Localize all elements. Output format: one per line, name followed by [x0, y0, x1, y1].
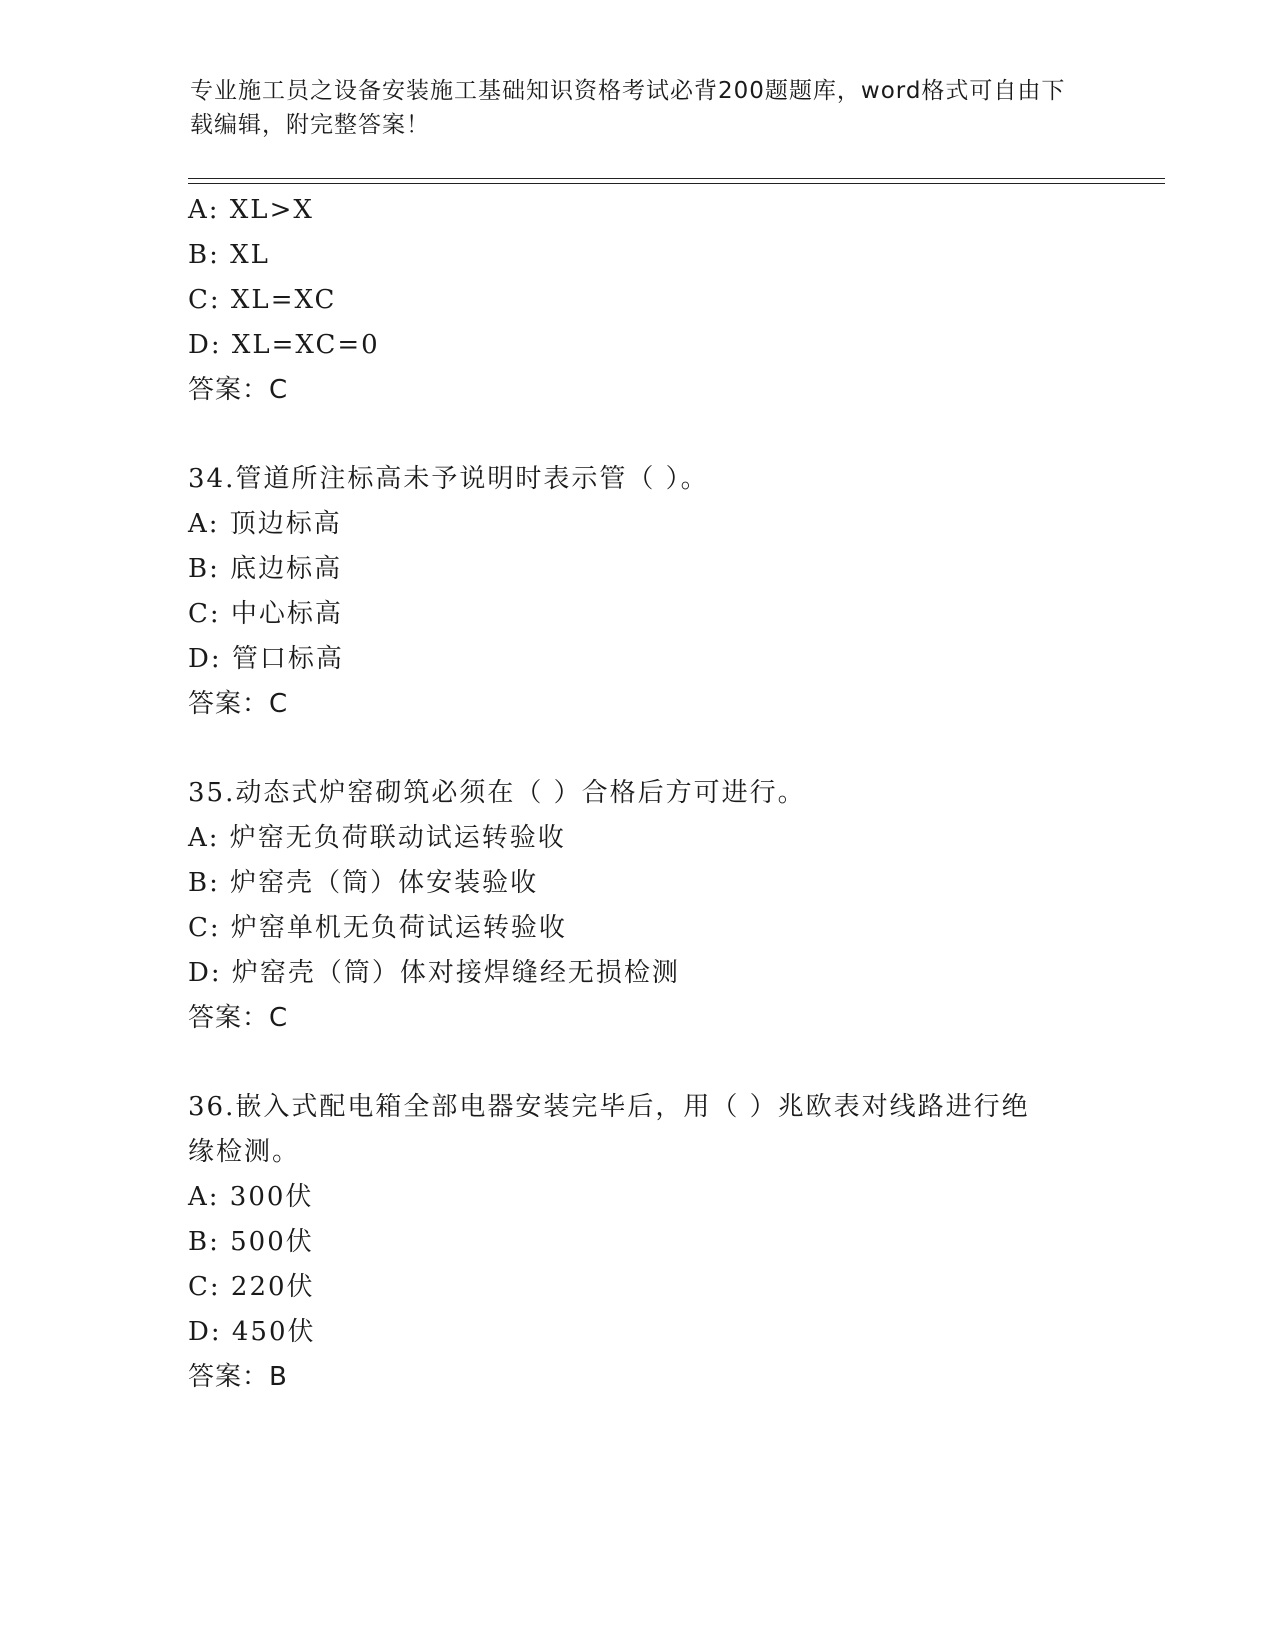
header-divider-top: [188, 178, 1165, 179]
q34-answer: 答案：C: [188, 689, 289, 719]
q33-option-a: A: XL>X: [188, 195, 314, 225]
q36-option-a: A: 300伏: [188, 1182, 314, 1212]
q36-option-c: C: 220伏: [188, 1272, 315, 1302]
q35-option-d: D: 炉窑壳（筒）体对接焊缝经无损检测: [188, 958, 680, 988]
q35-option-b: B: 炉窑壳（筒）体安装验收: [188, 868, 539, 898]
document-header: 专业施工员之设备安装施工基础知识资格考试必背200题题库，word格式可自由下载编辑，附完整答案！: [190, 78, 1066, 138]
q33-answer: 答案：C: [188, 375, 289, 405]
q35-question: 35.动态式炉窑砌筑必须在（ ）合格后方可进行。: [188, 778, 806, 808]
q35-option-c: C: 炉窑单机无负荷试运转验收: [188, 913, 567, 943]
q34-option-a: A: 顶边标高: [188, 509, 342, 539]
q33-option-b: B: XL: [188, 240, 270, 270]
q36-option-b: B: 500伏: [188, 1227, 314, 1257]
q36-question-line1: 36.嵌入式配电箱全部电器安装完毕后，用（ ）兆欧表对线路进行绝: [188, 1092, 1030, 1122]
q33-option-d: D: XL=XC=0: [188, 330, 380, 360]
q36-answer: 答案：B: [188, 1362, 288, 1392]
header-divider-bottom: [188, 183, 1165, 184]
q34-question: 34.管道所注标高未予说明时表示管（ ）。: [188, 464, 709, 494]
q33-option-c: C: XL=XC: [188, 285, 337, 315]
q36-question-line2: 缘检测。: [188, 1137, 301, 1167]
q35-option-a: A: 炉窑无负荷联动试运转验收: [188, 823, 566, 853]
q36-option-d: D: 450伏: [188, 1317, 316, 1347]
q34-option-c: C: 中心标高: [188, 599, 343, 629]
q34-option-b: B: 底边标高: [188, 554, 343, 584]
q35-answer: 答案：C: [188, 1003, 289, 1033]
q34-option-d: D: 管口标高: [188, 644, 344, 674]
